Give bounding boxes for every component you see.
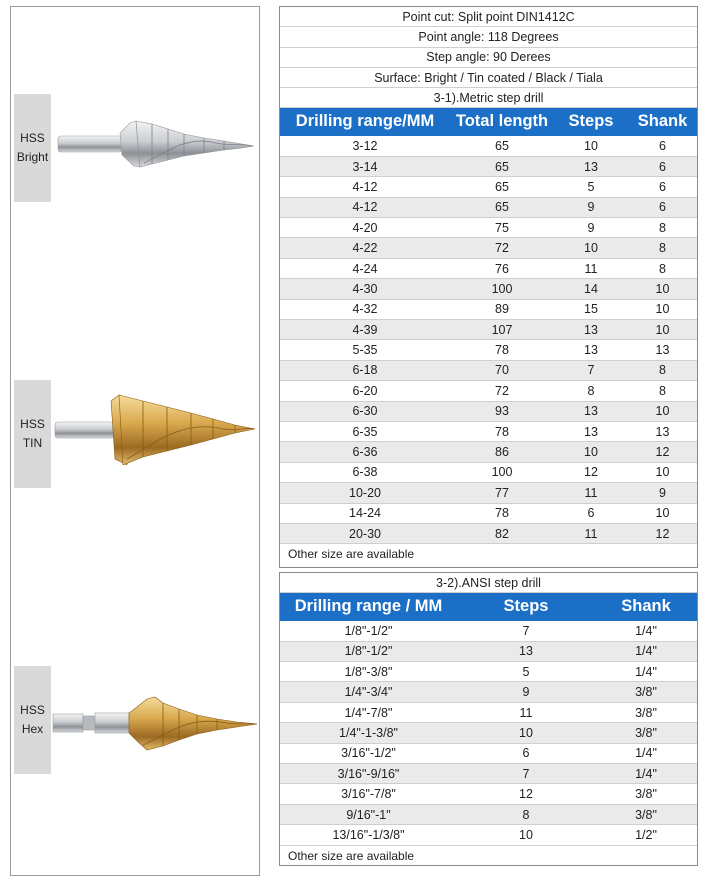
cell-drilling-range: 4-12: [352, 200, 378, 215]
cell-shank: 8: [659, 220, 666, 235]
cell-drilling-range: 4-24: [352, 261, 378, 276]
cell-shank: 6: [659, 200, 666, 215]
cell-steps: 13: [584, 322, 598, 337]
header-steps: Steps: [568, 112, 614, 131]
cell-shank: 8: [659, 261, 666, 276]
table-row: [280, 381, 697, 401]
table-row: [280, 662, 697, 682]
cell-shank: 10: [655, 404, 670, 419]
table-row: [280, 744, 697, 764]
cell-drilling-range: 3-12: [352, 139, 378, 154]
metric-note: Other size are available: [288, 547, 415, 562]
cell-drilling-range: 6-18: [352, 363, 378, 378]
cell-steps: 5: [522, 664, 530, 679]
product-image-panel: [10, 6, 260, 876]
spec-line: Point cut: Split point DIN1412C: [280, 7, 697, 27]
cell-shank: 6: [659, 159, 666, 174]
cell-steps: 9: [587, 220, 595, 235]
cell-drilling-range: 4-12: [352, 179, 378, 194]
cell-drilling-range: 4-30: [352, 281, 378, 296]
spec-line: Surface: Bright / Tin coated / Black / Tiala: [280, 68, 697, 88]
cell-shank: 3/8": [635, 705, 657, 720]
cell-drilling-range: 6-36: [352, 445, 378, 460]
metric-header-row: [280, 108, 697, 136]
cell-shank: 1/4": [635, 664, 657, 679]
header-total-length: Total length: [455, 112, 549, 131]
cell-steps: 7: [522, 766, 530, 781]
header-drilling-range: Drilling range / MM: [294, 597, 443, 616]
cell-drilling-range: 13/16"-1/3/8": [332, 827, 405, 842]
cell-drilling-range: 6-20: [352, 383, 378, 398]
cell-drilling-range: 4-20: [352, 220, 378, 235]
cell-steps: 7: [587, 363, 595, 378]
metric-title: 3-1).Metric step drill: [280, 88, 697, 108]
cell-total-length: 72: [495, 241, 509, 256]
cell-steps: 14: [584, 281, 598, 296]
cell-shank: 3/8": [635, 787, 657, 802]
cell-shank: 8: [659, 363, 666, 378]
cell-total-length: 82: [495, 526, 509, 541]
cell-total-length: 93: [495, 404, 509, 419]
cell-steps: 10: [519, 827, 533, 842]
cell-total-length: 65: [495, 179, 509, 194]
table-row: [280, 402, 697, 422]
table-row: [280, 320, 697, 340]
ansi-header-row: [280, 593, 697, 621]
cell-total-length: 76: [495, 261, 509, 276]
header-steps: Steps: [503, 597, 549, 616]
cell-total-length: 78: [495, 506, 509, 521]
cell-drilling-range: 10-20: [349, 485, 381, 500]
cell-drilling-range: 4-39: [352, 322, 378, 337]
cell-steps: 8: [587, 383, 595, 398]
table-row: [280, 279, 697, 299]
cell-steps: 10: [584, 445, 598, 460]
cell-steps: 6: [587, 506, 595, 521]
cell-shank: 3/8": [635, 725, 657, 740]
cell-total-length: 89: [495, 302, 509, 317]
cell-total-length: 100: [491, 465, 513, 480]
cell-shank: 10: [655, 465, 670, 480]
metric-step-drill-table: [279, 6, 698, 568]
cell-shank: 10: [655, 302, 670, 317]
ansi-title: 3-2).ANSI step drill: [280, 573, 697, 593]
cell-drilling-range: 1/4"-3/4": [344, 685, 393, 700]
cell-steps: 13: [584, 343, 598, 358]
cell-shank: 3/8": [635, 807, 657, 822]
cell-drilling-range: 14-24: [349, 506, 381, 521]
cell-drilling-range: 6-35: [352, 424, 378, 439]
header-shank: Shank: [637, 112, 688, 131]
cell-steps: 8: [522, 807, 530, 822]
cell-total-length: 100: [491, 281, 513, 296]
header-drilling-range: Drilling range/MM: [295, 112, 435, 131]
step-drill-bright-image: [56, 113, 256, 175]
cell-shank: 10: [655, 281, 670, 296]
table-row: [280, 136, 697, 156]
table-row: [280, 805, 697, 825]
cell-steps: 6: [522, 746, 530, 761]
table-row: [280, 784, 697, 804]
cell-drilling-range: 1/8"-1/2": [344, 623, 393, 638]
cell-total-length: 75: [495, 220, 509, 235]
cell-drilling-range: 3/16"-1/2": [341, 746, 396, 761]
cell-drilling-range: 4-22: [352, 241, 378, 256]
cell-drilling-range: 1/8"-1/2": [344, 644, 393, 659]
spec-line: Step angle: 90 Derees: [280, 48, 697, 68]
cell-total-length: 70: [495, 363, 509, 378]
cell-total-length: 65: [495, 139, 509, 154]
table-row: [280, 825, 697, 845]
cell-total-length: 78: [495, 424, 509, 439]
cell-shank: 3/8": [635, 685, 657, 700]
cell-drilling-range: 3/16"-7/8": [341, 787, 396, 802]
label-hss-bright: HSS Bright: [14, 94, 51, 202]
table-row: [280, 259, 697, 279]
step-drill-tin-image: [53, 389, 258, 469]
cell-steps: 15: [584, 302, 598, 317]
cell-steps: 12: [519, 787, 533, 802]
cell-shank: 6: [659, 139, 666, 154]
cell-steps: 11: [584, 526, 598, 541]
cell-steps: 10: [584, 241, 598, 256]
cell-steps: 5: [587, 179, 595, 194]
cell-shank: 6: [659, 179, 666, 194]
table-row: [280, 483, 697, 503]
cell-steps: 11: [584, 485, 598, 500]
cell-drilling-range: 20-30: [349, 526, 381, 541]
table-row: [280, 642, 697, 662]
cell-steps: 13: [519, 644, 533, 659]
cell-shank: 8: [659, 241, 666, 256]
cell-drilling-range: 9/16"-1": [346, 807, 391, 822]
cell-shank: 1/4": [635, 746, 657, 761]
cell-steps: 9: [587, 200, 595, 215]
cell-drilling-range: 6-30: [352, 404, 378, 419]
cell-total-length: 107: [491, 322, 513, 337]
cell-shank: 13: [655, 343, 670, 358]
table-row: [280, 504, 697, 524]
cell-drilling-range: 5-35: [352, 343, 378, 358]
cell-steps: 7: [522, 623, 530, 638]
cell-drilling-range: 3/16"-9/16": [337, 766, 400, 781]
cell-steps: 10: [584, 139, 598, 154]
label-hss-hex: HSS Hex: [14, 666, 51, 774]
ansi-note: Other size are available: [288, 848, 415, 863]
cell-shank: 12: [655, 445, 670, 460]
cell-shank: 10: [655, 506, 670, 521]
table-row: [280, 682, 697, 702]
ansi-step-drill-table: [279, 572, 698, 866]
cell-total-length: 77: [495, 485, 509, 500]
cell-shank: 1/4": [635, 644, 657, 659]
table-row: [280, 422, 697, 442]
table-row: [280, 300, 697, 320]
cell-total-length: 65: [495, 200, 509, 215]
cell-drilling-range: 1/4"-1-3/8": [339, 725, 398, 740]
cell-shank: 9: [659, 485, 666, 500]
cell-total-length: 78: [495, 343, 509, 358]
cell-total-length: 65: [495, 159, 509, 174]
cell-shank: 13: [655, 424, 670, 439]
cell-total-length: 86: [495, 445, 509, 460]
table-row: [280, 157, 697, 177]
table-row: [280, 177, 697, 197]
spec-line: Point angle: 118 Degrees: [280, 27, 697, 47]
cell-shank: 1/4": [635, 623, 657, 638]
cell-drilling-range: 1/4"-7/8": [344, 705, 393, 720]
table-row: [280, 238, 697, 258]
label-hss-tin: HSS TIN: [14, 380, 51, 488]
step-drill-hex-image: [51, 693, 261, 755]
cell-steps: 11: [584, 261, 598, 276]
cell-drilling-range: 1/8"-3/8": [344, 664, 393, 679]
cell-drilling-range: 4-32: [352, 302, 378, 317]
header-shank: Shank: [621, 597, 671, 616]
cell-steps: 10: [519, 725, 533, 740]
table-row: [280, 340, 697, 360]
table-row: [280, 524, 697, 544]
table-row: [280, 703, 697, 723]
cell-drilling-range: 3-14: [352, 159, 378, 174]
cell-shank: 1/2": [635, 827, 657, 842]
cell-steps: 9: [522, 685, 530, 700]
cell-shank: 10: [655, 322, 670, 337]
table-row: [280, 723, 697, 743]
table-row: [280, 764, 697, 784]
cell-steps: 13: [584, 404, 598, 419]
table-row: [280, 218, 697, 238]
cell-shank: 12: [655, 526, 670, 541]
table-row: [280, 463, 697, 483]
table-row: [280, 361, 697, 381]
cell-steps: 11: [519, 705, 533, 720]
cell-shank: 8: [659, 383, 666, 398]
cell-steps: 13: [584, 424, 598, 439]
table-row: [280, 442, 697, 462]
table-row: [280, 621, 697, 641]
cell-shank: 1/4": [635, 766, 657, 781]
cell-drilling-range: 6-38: [352, 465, 378, 480]
cell-steps: 13: [584, 159, 598, 174]
table-row: [280, 198, 697, 218]
cell-steps: 12: [584, 465, 598, 480]
cell-total-length: 72: [495, 383, 509, 398]
